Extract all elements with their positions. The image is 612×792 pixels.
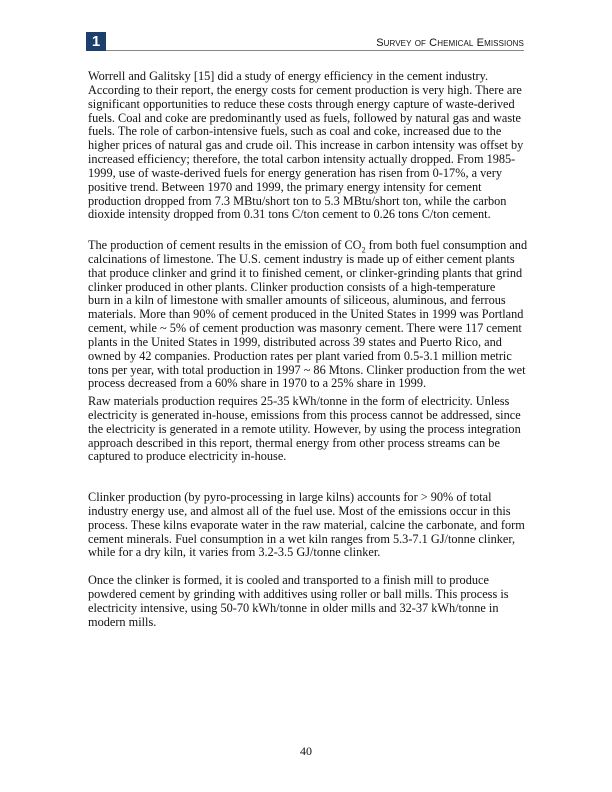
paragraph-line: Once the clinker is formed, it is cooled and transported to a finish mill to produce	[88, 573, 489, 587]
paragraph-line: process decreased from a 60% share in 1970 to a 25% share in 1999.	[88, 376, 427, 391]
paragraph-line: 1999, use of waste-derived fuels for energy generation has risen from 0-17%, a very	[88, 165, 502, 180]
paragraph-line: fuels. The role of carbon-intensive fuels, such as coal and coke, increased due to the	[88, 124, 502, 139]
header-rule	[106, 50, 524, 51]
paragraph-line: According to their report, the energy costs for cement production is very high. There are	[88, 82, 522, 97]
text-run: The production of cement results in the emission of CO	[88, 238, 362, 252]
paragraph-energy-efficiency	[88, 70, 523, 222]
paragraph-line: electricity is generated in-house, emissions from this process cannot be addressed, since	[88, 407, 521, 422]
paragraph-line: burn in a kiln of limestone with smaller amounts of siliceous, aluminous, and ferrous	[88, 293, 506, 308]
paragraph-line: owned by 42 companies. Production rates per plant varied from 0.5-3.1 million metric	[88, 348, 512, 363]
paragraph-line: dioxide intensity dropped from 0.31 tons C/ton cement to 0.26 tons C/ton cement.	[88, 207, 491, 222]
paragraph-line: approach described in this report, thermal energy from other process streams can be	[88, 435, 500, 450]
paragraph-line: tons per year, with total production in 1997 ~ 86 Mtons. Clinker production from the wet	[88, 362, 526, 377]
paragraph-line: plants in the United States in 1999, distributed across 39 states and Puerto Rico, and	[88, 334, 502, 349]
paragraph-line: positive trend. Between 1970 and 1999, the primary energy intensity for cement	[88, 179, 482, 194]
paragraph-finish-mill	[88, 574, 509, 629]
paragraph-line: industry energy use, and almost all of the fuel use. Most of the emissions occur in this	[88, 503, 511, 518]
paragraph-line: clinker produced in other plants. Clinker production consists of a high-temperature	[88, 279, 496, 294]
paragraph-line: the electricity is generated in a remote utility. However, by using the process integration	[88, 421, 521, 436]
paragraph-line: process. These kilns evaporate water in the raw material, calcine the carbonate, and form	[88, 517, 525, 532]
paragraph-line	[88, 239, 527, 253]
running-title: Survey of Chemical Emissions	[376, 37, 524, 49]
paragraph-line: electricity intensive, using 50-70 kWh/tonne in older mills and 32-37 kWh/tonne in	[88, 600, 499, 615]
paragraph-line: significant opportunities to reduce these costs through energy capture of waste-derived	[88, 96, 515, 111]
paragraph-line: Raw materials production requires 25-35 kWh/tonne in the form of electricity. Unless	[88, 394, 510, 408]
paragraph-line: captured to produce electricity in-house.	[88, 449, 287, 464]
paragraph-line: while for a dry kiln, it varies from 3.2-3.5 GJ/tonne clinker.	[88, 545, 381, 560]
paragraph-raw-materials	[88, 395, 521, 464]
paragraph-line: cement, while ~ 5% of cement production was masonry cement. There were 117 cement	[88, 321, 522, 336]
paragraph-cement-production	[88, 239, 527, 391]
paragraph-line: materials. More than 90% of cement produced in the United States in 1999 was Portland	[88, 307, 524, 322]
page-number: 40	[300, 744, 312, 758]
chapter-number-badge: 1	[86, 32, 106, 51]
paragraph-clinker-production	[88, 491, 525, 560]
paragraph-line: powdered cement by grinding with additives using roller or ball mills. This process is	[88, 586, 509, 601]
subscript: 2	[361, 245, 366, 255]
paragraph-line: modern mills.	[88, 614, 157, 629]
paragraph-line: that produce clinker and grind it to finished cement, or clinker-grinding plants that grind	[88, 265, 523, 280]
text-run: from both fuel consumption and	[365, 238, 528, 252]
paragraph-line: Worrell and Galitsky [15] did a study of energy efficiency in the cement industry.	[88, 69, 489, 83]
paragraph-line: cement minerals. Fuel consumption in a wet kiln ranges from 5.3-7.1 GJ/tonne clinker,	[88, 531, 516, 546]
paragraph-line: production dropped from 7.3 MBtu/short ton to 5.3 MBtu/short ton, while the carbon	[88, 193, 507, 208]
paragraph-line: increased efficiency; therefore, the total carbon intensity actually dropped. From 1985-	[88, 152, 516, 167]
paragraph-line: higher prices of natural gas and crude oil. This increase in carbon intensity was offset by	[88, 138, 524, 153]
paragraph-line: fuels. Coal and coke are predominantly used as fuels, followed by natural gas and waste	[88, 110, 521, 125]
paragraph-line: Clinker production (by pyro-processing in large kilns) accounts for > 90% of total	[88, 490, 492, 504]
paragraph-line: calcinations of limestone. The U.S. cement industry is made up of either cement plants	[88, 251, 515, 266]
